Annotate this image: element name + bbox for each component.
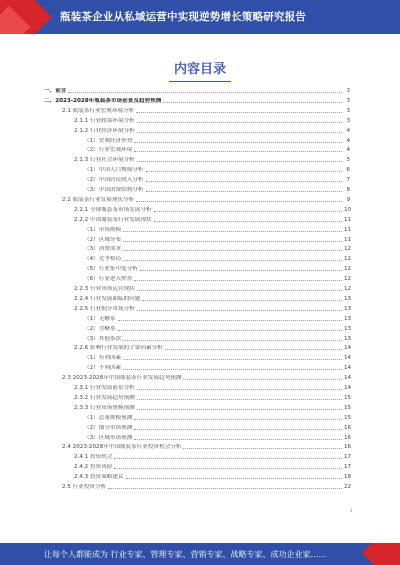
toc-entry-page: 12 <box>344 276 352 283</box>
toc-entry-page: 13 <box>344 315 352 322</box>
toc-heading-text: 内容目录 <box>173 62 226 77</box>
toc-entry[interactable] <box>84 362 350 371</box>
toc-entry-label: 2.3.3 行业市场规模预测 <box>74 404 135 411</box>
toc-dot-leader <box>163 102 342 103</box>
toc-entry[interactable] <box>84 432 350 441</box>
toc-heading <box>0 58 400 82</box>
toc-dot-leader <box>134 419 342 420</box>
toc-dot-leader <box>134 142 342 143</box>
toc-dot-leader <box>183 448 342 449</box>
toc-entry-page: 14 <box>344 355 352 362</box>
toc-entry[interactable] <box>74 461 350 470</box>
toc-entry[interactable] <box>74 471 350 480</box>
toc-entry-label: （4）竞争格局 <box>84 256 122 263</box>
toc-dot-leader <box>118 330 342 331</box>
toc-dot-leader <box>126 478 342 479</box>
toc-entry[interactable] <box>62 372 350 381</box>
toc-entry-page: 22 <box>344 484 352 490</box>
toc-entry-label: 2.2.1 全球瓶装茶市场发展分析 <box>74 206 152 213</box>
toc-entry-label: （3）中国消费结构分析 <box>84 187 144 193</box>
toc-entry-label: （1）宏观经济形势 <box>84 137 133 144</box>
toc-dot-leader <box>123 250 342 251</box>
toc-entry-label: （2）不利因素 <box>84 365 122 372</box>
toc-entry-page: 14 <box>344 345 352 352</box>
toc-entry-page: 17 <box>344 464 352 471</box>
toc-entry-label: 二、2023-2028年瓶装茶市场前景及趋势预测 <box>44 97 162 104</box>
toc-dot-leader <box>108 488 342 489</box>
toc-entry-page: 18 <box>344 474 352 481</box>
toc-dot-leader <box>183 379 342 380</box>
toc-entry-page: 7 <box>346 177 350 184</box>
toc-entry[interactable] <box>84 135 350 144</box>
toc-dot-leader <box>165 349 342 350</box>
toc-entry-label: 2.5 行业投资分析 <box>62 484 107 490</box>
toc-dot-leader <box>123 260 342 261</box>
toc-dot-leader <box>137 290 342 291</box>
toc-entry[interactable] <box>74 293 350 302</box>
toc-dot-leader <box>137 399 342 400</box>
toc-entry[interactable] <box>62 481 350 490</box>
toc-entry-label: 2.2.2 中国瓶装茶行业发展现状 <box>74 216 152 223</box>
toc-dot-leader <box>123 340 342 341</box>
toc-entry-label: 2.1.2 行业经济环境分析 <box>74 127 135 134</box>
toc-entry-page: 12 <box>344 286 352 292</box>
toc-entry-label: （2）中国居民收入分析 <box>84 177 144 184</box>
toc-entry-page: 4 <box>346 137 350 144</box>
toc-dot-leader <box>136 201 342 202</box>
toc-entry-page: 11 <box>344 236 352 243</box>
toc-dot-leader <box>142 300 342 301</box>
toc-entry-page: 15 <box>344 404 352 411</box>
toc-dot-leader <box>137 122 342 123</box>
toc-entry[interactable] <box>44 85 350 94</box>
toc-dot-leader <box>146 171 343 172</box>
report-title: 瓶装茶企业从私域运营中实现逆势增长策略研究报告 <box>60 11 307 23</box>
toc-entry[interactable] <box>84 333 350 342</box>
toc-entry-page: 13 <box>344 325 352 332</box>
toc-entry-page: 11 <box>344 216 352 223</box>
toc-entry-page: 12 <box>344 266 352 273</box>
toc-entry-label: 2.1.3 行业社会环境分析 <box>74 157 135 164</box>
footer-red-decoration <box>362 543 400 565</box>
toc-dot-leader <box>137 409 342 410</box>
toc-entry-label: 2.4.3 投资策略建议 <box>74 474 124 481</box>
toc-entry[interactable] <box>74 303 350 312</box>
toc-dot-leader <box>146 191 343 192</box>
toc-entry-label: 2.1 瓶装茶行业宏观环境分析 <box>62 107 135 114</box>
toc-entry-label: 2.3.2 行业发展趋势预测 <box>74 394 135 401</box>
page-header <box>0 0 400 34</box>
toc-entry-page: 3 <box>346 97 350 104</box>
toc-entry-page: 3 <box>346 117 350 124</box>
toc-entry[interactable] <box>84 164 350 173</box>
toc-heading-underline <box>169 81 231 82</box>
toc-dot-leader <box>123 241 342 242</box>
toc-dot-leader <box>134 439 342 440</box>
toc-entry-page: 13 <box>344 305 352 312</box>
toc-entry-page: 10 <box>344 206 352 213</box>
toc-entry-page: 4 <box>346 127 350 134</box>
toc-entry-label: （2）行业宏观环境 <box>84 147 133 154</box>
toc-entry-page: 16 <box>344 434 352 441</box>
toc-entry-label: （6）行业进入壁垒 <box>84 276 133 283</box>
toc-entry[interactable] <box>74 283 350 292</box>
toc-entry-label: （1）市场规模 <box>84 226 122 233</box>
toc-entry[interactable] <box>62 194 350 203</box>
toc-entry-label: （3）其他茶饮 <box>84 335 122 342</box>
toc-entry-page: 17 <box>344 454 352 461</box>
toc-entry-label: （1）中国人口规模分析 <box>84 167 144 174</box>
toc-entry-page: 8 <box>346 187 350 193</box>
toc-entry[interactable] <box>84 144 350 153</box>
toc-entry-page: 5 <box>346 157 350 164</box>
toc-entry-page: 14 <box>344 375 352 382</box>
toc-entry[interactable] <box>84 174 350 183</box>
toc-entry-label: 2.2.4 行业发展面临的问题 <box>74 295 141 302</box>
toc-entry-page: 14 <box>344 365 352 372</box>
toc-dot-leader <box>137 389 342 390</box>
toc-entry[interactable] <box>74 451 350 460</box>
toc-dot-leader <box>68 92 342 93</box>
toc-dot-leader <box>134 280 342 281</box>
toc-dot-leader <box>134 151 342 152</box>
toc-entry[interactable] <box>84 412 350 421</box>
toc-entry[interactable] <box>84 184 350 193</box>
toc-entry-page: 15 <box>344 394 352 401</box>
toc-entry-label: 2.4.2 投资风险 <box>74 464 113 471</box>
toc-entry[interactable] <box>84 313 350 322</box>
footer-slogan: 让每个人都能成为 行业专家、管理专家、营销专家、战略专家、成功企业家…… <box>44 550 327 559</box>
toc-entry[interactable] <box>84 263 350 272</box>
toc-entry-label: 2.2.5 行业细分市场分析 <box>74 305 135 312</box>
toc-entry[interactable] <box>84 243 350 252</box>
toc-entry-label: （2）含糖茶 <box>84 325 116 332</box>
toc-entry-page: 12 <box>344 256 352 263</box>
toc-entry-label: 一、前言 <box>44 88 67 94</box>
toc-entry[interactable] <box>84 323 350 332</box>
toc-dot-leader <box>118 320 342 321</box>
toc-entry-label: （1）无糖茶 <box>84 315 116 322</box>
toc-entry[interactable] <box>84 234 350 243</box>
toc-entry-label: 2.4.1 投资机会 <box>74 454 113 461</box>
toc-entry-page: 11 <box>344 226 352 233</box>
toc-dot-leader <box>134 429 342 430</box>
toc-entry[interactable] <box>74 392 350 401</box>
toc-entry-label: 2.2 瓶装茶行业发展现状分析 <box>62 196 135 203</box>
toc-entry[interactable] <box>74 204 350 213</box>
toc-entry-page: 12 <box>344 246 352 253</box>
toc-entry-label: （1）有利因素 <box>84 355 122 362</box>
toc-entry-label: （3）区域市场预测 <box>84 434 133 441</box>
table-of-contents <box>44 85 350 505</box>
page-number: 1 <box>350 508 353 513</box>
toc-entry-label: （2）区域分布 <box>84 236 122 243</box>
toc-entry[interactable] <box>84 273 350 282</box>
toc-entry-page: 9 <box>346 196 350 203</box>
toc-entry[interactable] <box>74 402 350 411</box>
toc-dot-leader <box>154 211 342 212</box>
toc-entry-label: （3）消费需求 <box>84 246 122 253</box>
toc-entry[interactable] <box>84 224 350 233</box>
toc-dot-leader <box>154 221 342 222</box>
toc-entry-page: 16 <box>344 424 352 431</box>
toc-entry-page: 4 <box>346 147 350 154</box>
toc-entry-page: 16 <box>344 444 352 451</box>
toc-dot-leader <box>123 359 342 360</box>
toc-entry-label: （1）总量规模预测 <box>84 414 133 421</box>
toc-entry[interactable] <box>74 125 350 134</box>
toc-entry-label: 2.1.1 行业政策环境分析 <box>74 117 135 124</box>
toc-entry-page: 3 <box>346 107 350 114</box>
toc-entry-page: 3 <box>346 88 350 94</box>
toc-entry[interactable] <box>74 382 350 391</box>
toc-entry[interactable] <box>84 422 350 431</box>
toc-dot-leader <box>137 161 342 162</box>
toc-entry[interactable] <box>74 214 350 223</box>
toc-entry[interactable] <box>74 342 350 351</box>
toc-entry[interactable] <box>84 352 350 361</box>
toc-entry-page: 14 <box>344 385 352 391</box>
toc-dot-leader <box>146 181 343 182</box>
toc-entry-label: 2.4 2023-2028年中国瓶装茶行业投资机会分析 <box>62 444 182 451</box>
toc-entry[interactable] <box>84 253 350 262</box>
toc-entry[interactable] <box>74 115 350 124</box>
toc-entry[interactable] <box>74 154 350 163</box>
toc-entry-page: 13 <box>344 295 352 302</box>
toc-entry-label: 2.3.1 行业发展前景分析 <box>74 385 135 391</box>
toc-dot-leader <box>123 231 342 232</box>
toc-entry-page: 13 <box>344 335 352 342</box>
toc-dot-leader <box>140 270 342 271</box>
toc-entry-page: 6 <box>346 167 350 174</box>
toc-entry-label: （2）细分市场预测 <box>84 424 133 431</box>
toc-dot-leader <box>114 458 342 459</box>
toc-entry-page: 15 <box>344 414 352 421</box>
toc-entry-label: 2.2.6 影响行业发展的主要因素分析 <box>74 345 163 352</box>
toc-entry[interactable] <box>44 95 350 104</box>
toc-entry[interactable] <box>62 441 350 450</box>
toc-entry[interactable] <box>62 105 350 114</box>
toc-entry-label: （5）行业集中度分析 <box>84 266 138 273</box>
toc-dot-leader <box>137 132 342 133</box>
toc-dot-leader <box>137 310 342 311</box>
page-footer <box>0 543 400 565</box>
toc-entry-label: 2.2.3 行业市场运营现状 <box>74 286 135 292</box>
toc-entry-label: 2.3 2023-2028年中国瓶装茶行业发展趋势预测 <box>62 375 182 382</box>
toc-dot-leader <box>136 112 342 113</box>
toc-dot-leader <box>123 369 342 370</box>
toc-dot-leader <box>114 468 342 469</box>
